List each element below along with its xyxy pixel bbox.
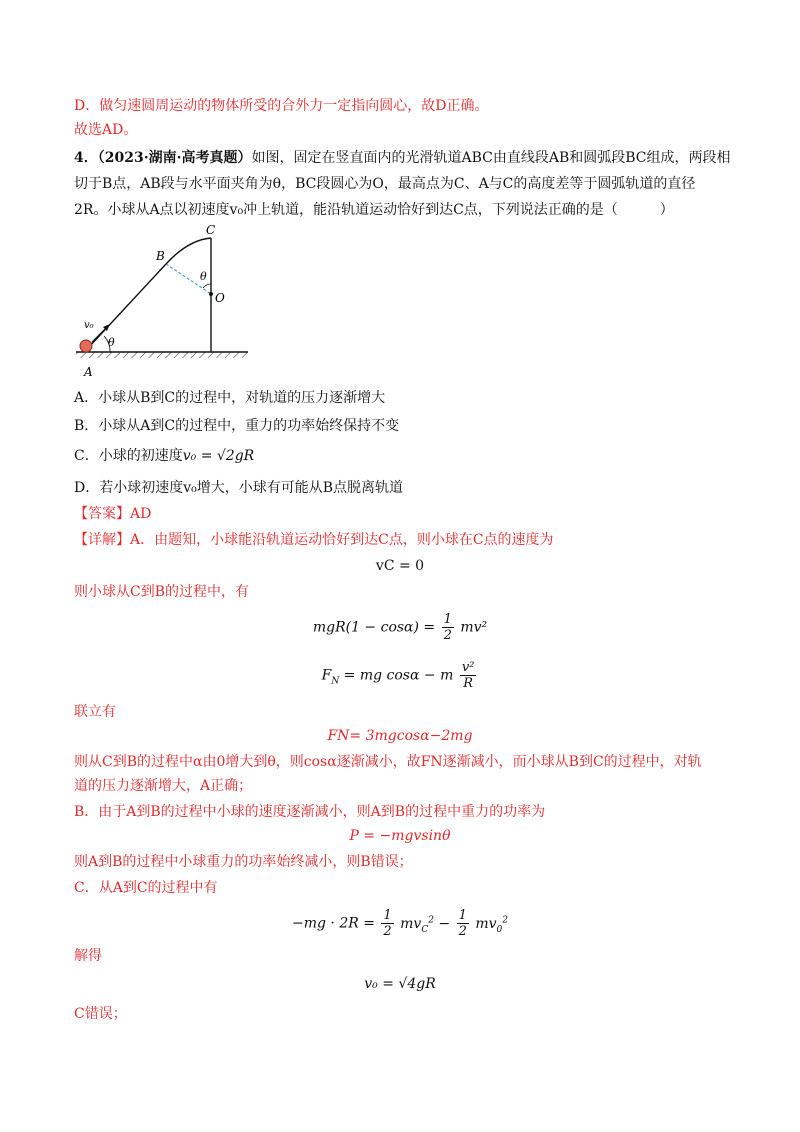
ground-hatch xyxy=(76,352,248,358)
equation-fn-result: FN= 3mgcosα−2mg xyxy=(327,728,473,744)
analysis-conclusion-a-1: 则从C到B的过程中α由0增大到θ，则cosα逐渐减小，故FN逐渐减小，而小球从B到C的过程中，对轨 xyxy=(74,754,702,770)
option-d[interactable]: D．若小球初速度v₀增大，小球有可能从B点脱离轨道 xyxy=(74,480,404,496)
previous-answer: 故选AD。 xyxy=(74,122,138,138)
option-a[interactable]: A．小球从B到C的过程中，对轨道的压力逐渐增大 xyxy=(74,390,386,406)
equation-fn-symbol: F xyxy=(321,667,332,684)
previous-option-d: D．做匀速圆周运动的物体所受的合外力一定指向圆心，故D正确。 xyxy=(74,98,489,114)
label-v0: v₀ xyxy=(84,320,94,331)
label-o: O xyxy=(215,291,225,305)
equation-energy-cb xyxy=(0,612,800,643)
track-segment-ab xyxy=(88,264,166,348)
analysis-c-conclusion: C错误； xyxy=(74,1006,127,1022)
equation-energy-left: mgR(1 − cosα) = xyxy=(312,619,436,636)
question-number: 4． xyxy=(74,150,98,166)
option-b[interactable]: B．小球从A到C的过程中，重力的功率始终保持不变 xyxy=(74,418,400,434)
analysis-solve: 解得 xyxy=(74,948,102,964)
fraction-half-0: $\frac{1}{2}$ xyxy=(458,908,467,939)
label-theta-a: θ xyxy=(108,336,115,349)
analysis-intro: 【详解】A．由题知，小球能沿轨道运动恰好到达C点，则小球在C点的速度为 xyxy=(74,532,554,548)
question-stem-text-1: 如图，固定在竖直面内的光滑轨道ABC由直线段AB和圆弧段BC组成，两段相 xyxy=(251,150,731,166)
question-source: （2023·湖南·高考真题） xyxy=(97,150,252,166)
ball xyxy=(80,340,92,352)
analysis-b-conclusion: 则A到B的过程中小球重力的功率始终减小，则B错误； xyxy=(74,854,413,870)
option-c-text: C．小球的初速度 xyxy=(74,448,183,464)
question-stem-line-2: 切于B点，AB段与水平面夹角为θ，BC段圆心为O，最高点为C、A与C的高度差等于圆弧轨道的直径 xyxy=(74,176,696,192)
analysis-b-intro: B．由于A到B的过程中小球的速度逐渐减小，则A到B的过程中重力的功率为 xyxy=(74,804,546,820)
equation-power: P = −mgvsinθ xyxy=(349,828,451,844)
option-c-formula: v₀ = √2gR xyxy=(182,448,255,464)
equation-fn-mid: = mg cosα − m xyxy=(339,667,454,684)
equation-energy-ac: −mg · 2R = $\frac{1}{2}$ $mv_C^2$ − $\frac{1}{2}$ $mv_0^2$ xyxy=(292,908,508,939)
fraction-v2-r: $\frac{\text{v²}}{R}$ xyxy=(461,660,475,691)
equation-energy-right: mv² xyxy=(460,619,488,636)
option-c[interactable] xyxy=(74,446,254,466)
analysis-then: 则小球从C到B的过程中，有 xyxy=(74,584,249,600)
label-a: A xyxy=(84,365,93,379)
track-arc-bc xyxy=(166,238,211,264)
analysis-combine: 联立有 xyxy=(74,704,116,720)
equation-v0: v₀ = √4gR xyxy=(364,976,436,992)
answer-label: 【答案】AD xyxy=(74,506,152,522)
theta-arc-o xyxy=(203,284,211,288)
analysis-c-intro: C．从A到C的过程中有 xyxy=(74,880,218,896)
center-o-point xyxy=(209,292,213,296)
equation-vc: vC = 0 xyxy=(375,558,425,574)
analysis-conclusion-a-2: 道的压力逐渐增大，A正确； xyxy=(74,778,253,794)
equation-ac-left: −mg · 2R = xyxy=(292,915,375,932)
track-figure xyxy=(70,224,260,384)
fraction-half: $\frac{1}{2}$ xyxy=(443,612,452,643)
equation-normal-force: $F_N$ = mg cosα − m $\frac{\text{v²}}{R}$ xyxy=(321,660,475,691)
label-b: B xyxy=(156,249,165,263)
question-stem-line-3: 2R。小球从A点以初速度v₀冲上轨道，能沿轨道运动恰好到达C点，下列说法正确的是（ ） xyxy=(74,202,674,218)
question-stem-line-1 xyxy=(74,148,731,168)
label-theta-o: θ xyxy=(200,270,207,283)
fraction-half-c: $\frac{1}{2}$ xyxy=(383,908,392,939)
label-c: C xyxy=(206,224,216,237)
